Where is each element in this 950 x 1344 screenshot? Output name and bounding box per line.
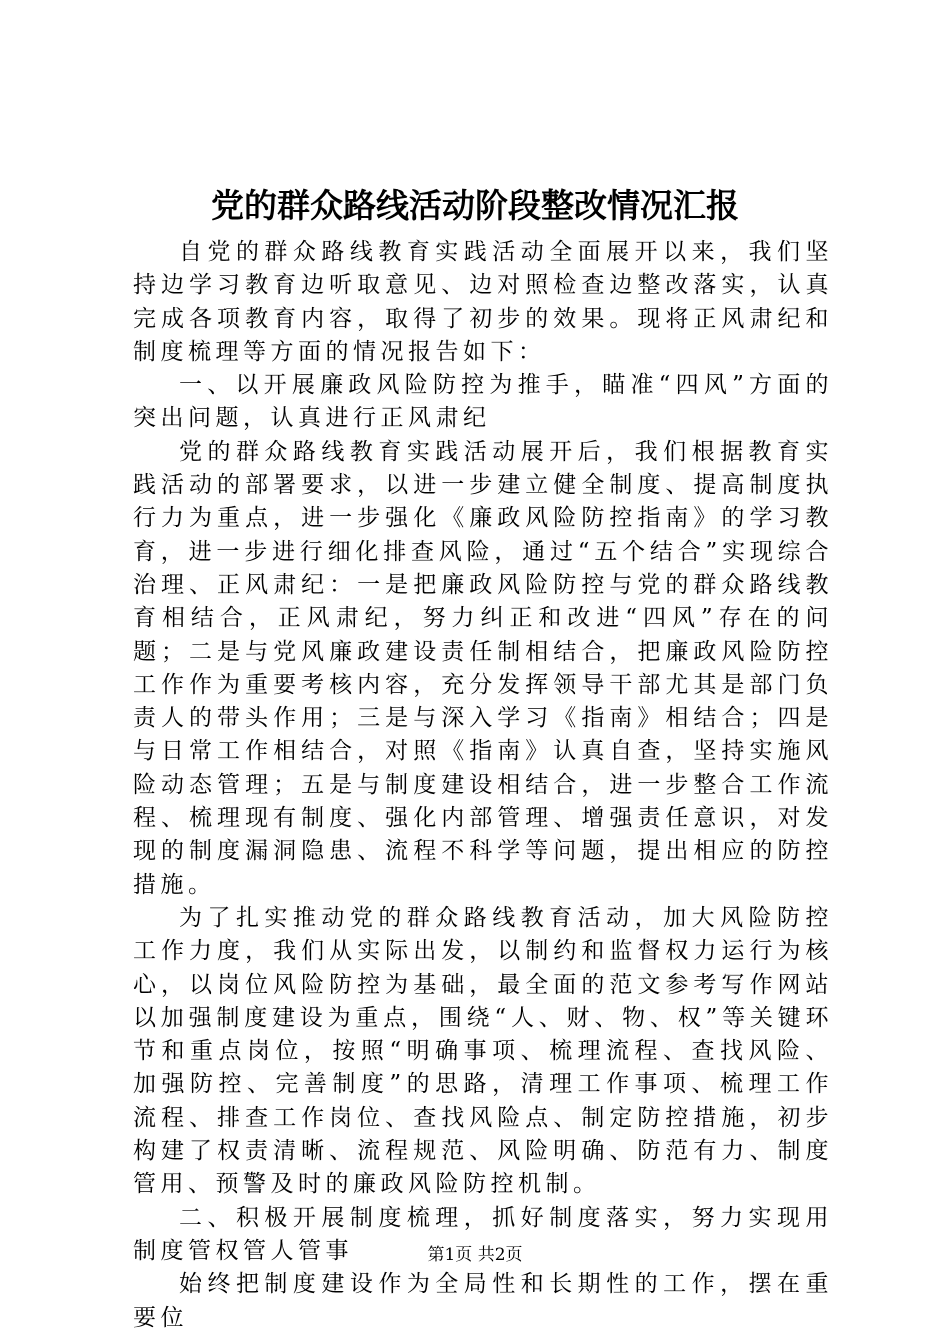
paragraph-intro: 自党的群众路线教育实践活动全面展开以来，我们坚持边学习教育边听取意见、边对照检查边整改落实，认真完成各项教育内容，取得了初步的效果。现将正风肃纪和制度梳理等方面的情况报告如下： bbox=[133, 239, 833, 365]
page-number-footer: 第1页 共2页 bbox=[427, 1245, 523, 1265]
paragraph-system-building: 始终把制度建设作为全局性和长期性的工作，摆在重要位 bbox=[133, 1271, 833, 1331]
section-heading-1: 一、以开展廉政风险防控为推手，瞄准“四风”方面的突出问题，认真进行正风肃纪 bbox=[133, 372, 833, 432]
document-title: 党的群众路线活动阶段整改情况汇报 bbox=[211, 186, 739, 225]
section-heading-2: 二、积极开展制度梳理，抓好制度落实，努力实现用制度管权管人管事 bbox=[133, 1204, 833, 1264]
paragraph-mechanism: 为了扎实推动党的群众路线教育活动，加大风险防控工作力度，我们从实际出发，以制约和监督权力运行为核心，以岗位风险防控为基础，最全面的范文参考写作网站以加强制度建设为重点，围绕“人、财、物、权”等关键环节和重点岗位，按照“明确事项、梳理流程、查找风险、加强防控、完善制度”的思路，清理工作事项、梳理工作流程、排查工作岗位、查找风险点、制定防控措施，初步构建了权责清晰、流程规范、风险明确、防范有力、制度管用、预警及时的廉政风险防控机制。 bbox=[133, 904, 833, 1198]
document-body bbox=[133, 236, 833, 1335]
paragraph-risk-control: 党的群众路线教育实践活动展开后，我们根据教育实践活动的部署要求，以进一步建立健全制度、提高制度执行力为重点，进一步强化《廉政风险防控指南》的学习教育，进一步进行细化排查风险，通过“五个结合”实现综合治理、正风肃纪：一是把廉政风险防控与党的群众路线教育相结合，正风肃纪，努力纠正和改进“四风”存在的问题；二是与党风廉政建设责任制相结合，把廉政风险防控工作作为重要考核内容，充分发挥领导干部尤其是部门负责人的带头作用；三是与深入学习《指南》相结合；四是与日常工作相结合，对照《指南》认真自查，坚持实施风险动态管理；五是与制度建设相结合，进一步整合工作流程、梳理现有制度、强化内部管理、增强责任意识，对发现的制度漏洞隐患、流程不科学等问题，提出相应的防控措施。 bbox=[133, 438, 833, 898]
